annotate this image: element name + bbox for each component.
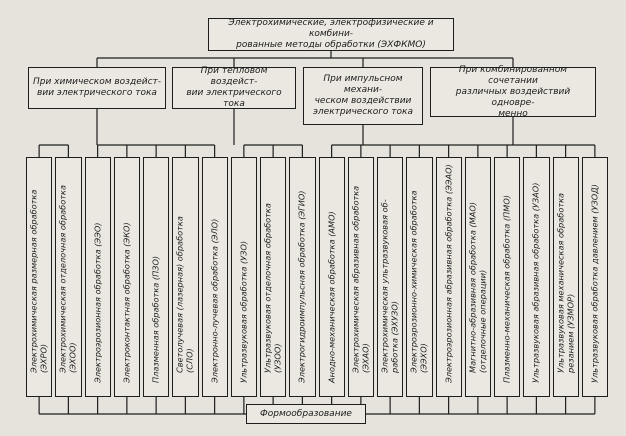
method-uzo [231, 157, 257, 397]
shaping-node-label: Формообразование [260, 408, 352, 419]
root-node-label: Электрохимические, электрофизические и комбини- рованные методы обработки (ЭХФКМО) [228, 18, 434, 50]
method-label: Плазменно-механическая обработка (ПМО) [501, 194, 512, 383]
method-label: Электроэрозионная абразивная обработка (ЭЭАО) [442, 163, 453, 383]
category-combined-label: При комбинированном сочетании различных воздействий одновре- менно [455, 64, 571, 119]
category-chemical [28, 67, 166, 109]
method-eeho [406, 157, 432, 397]
method-label: Светолучевая (лазерная) обработка (СЛО) [174, 216, 195, 373]
method-ehao [348, 157, 374, 397]
method-mao [465, 157, 491, 397]
method-amo [319, 157, 345, 397]
method-label: Ультразвуковая обработка (УЗО) [238, 240, 249, 383]
method-label: Ультразвуковая абразивная обработка (УЗАО) [530, 182, 541, 383]
method-label: Электроэрозионно-химическая обработка (ЭЭХО) [408, 190, 429, 373]
category-combined [430, 64, 596, 119]
method-label: Ультразвуковая механическая обработка резанием (УЗМОР) [555, 192, 575, 373]
shaping-node [246, 404, 366, 424]
method-label: Ультразвуковая отделочная обработка (УЗОО) [262, 203, 283, 373]
method-uzmor [553, 157, 579, 397]
method-uzoo [260, 157, 286, 397]
method-uzod [582, 157, 608, 397]
method-label: Электрохимическая абразивная обработка (ЭХАО) [350, 185, 370, 373]
method-pmo [494, 157, 520, 397]
method-ehoo [55, 157, 81, 397]
method-label: Электрохимическая отделочная обработка (ЭХОО) [57, 185, 78, 373]
method-slo [172, 157, 198, 397]
method-label: Электрохимическая ультразвуковая об- работка (ЭХУЗО) [379, 199, 400, 373]
method-ehro [26, 157, 52, 397]
category-chemical-label: При химическом воздейст- вии электрического тока [32, 77, 162, 98]
method-eeo [85, 157, 111, 397]
method-uzao [523, 157, 549, 397]
method-label: Магнитно-абразивная обработка (МАО) (отделочные операции) [467, 202, 487, 373]
method-pzo [143, 157, 169, 397]
root-node [208, 18, 454, 51]
category-pulse-mechanical-label: При импульсном механи- ческом воздействии электрического тока [312, 74, 413, 117]
category-thermal [172, 67, 296, 109]
method-label: Электроконтактная обработка (ЭКО) [121, 221, 132, 383]
method-label: Электрохимическая размерная обработка (ЭХРО) [28, 189, 49, 373]
category-pulse-mechanical [303, 67, 423, 125]
method-label: Электронно-лучевая обработка (ЭЛО) [208, 218, 219, 383]
method-label: Ультразвуковая обработка давлением (УЗОД) [589, 183, 600, 383]
category-thermal-label: При тепловом воздейст- вии электрического тока [186, 66, 282, 109]
method-ehuzo [377, 157, 403, 397]
method-eeao [436, 157, 462, 397]
method-label: Электроэрозионная обработка (ЭЭО) [91, 222, 102, 383]
method-label: Электрогидроимпульсная обработка (ЭГИО) [296, 190, 307, 383]
method-eko [114, 157, 140, 397]
method-label: Анодно-механическая обработка (АМО) [325, 210, 336, 383]
method-elo [202, 157, 228, 397]
method-label: Плазменная обработка (ПЗО) [150, 255, 161, 383]
method-egio [289, 157, 315, 397]
